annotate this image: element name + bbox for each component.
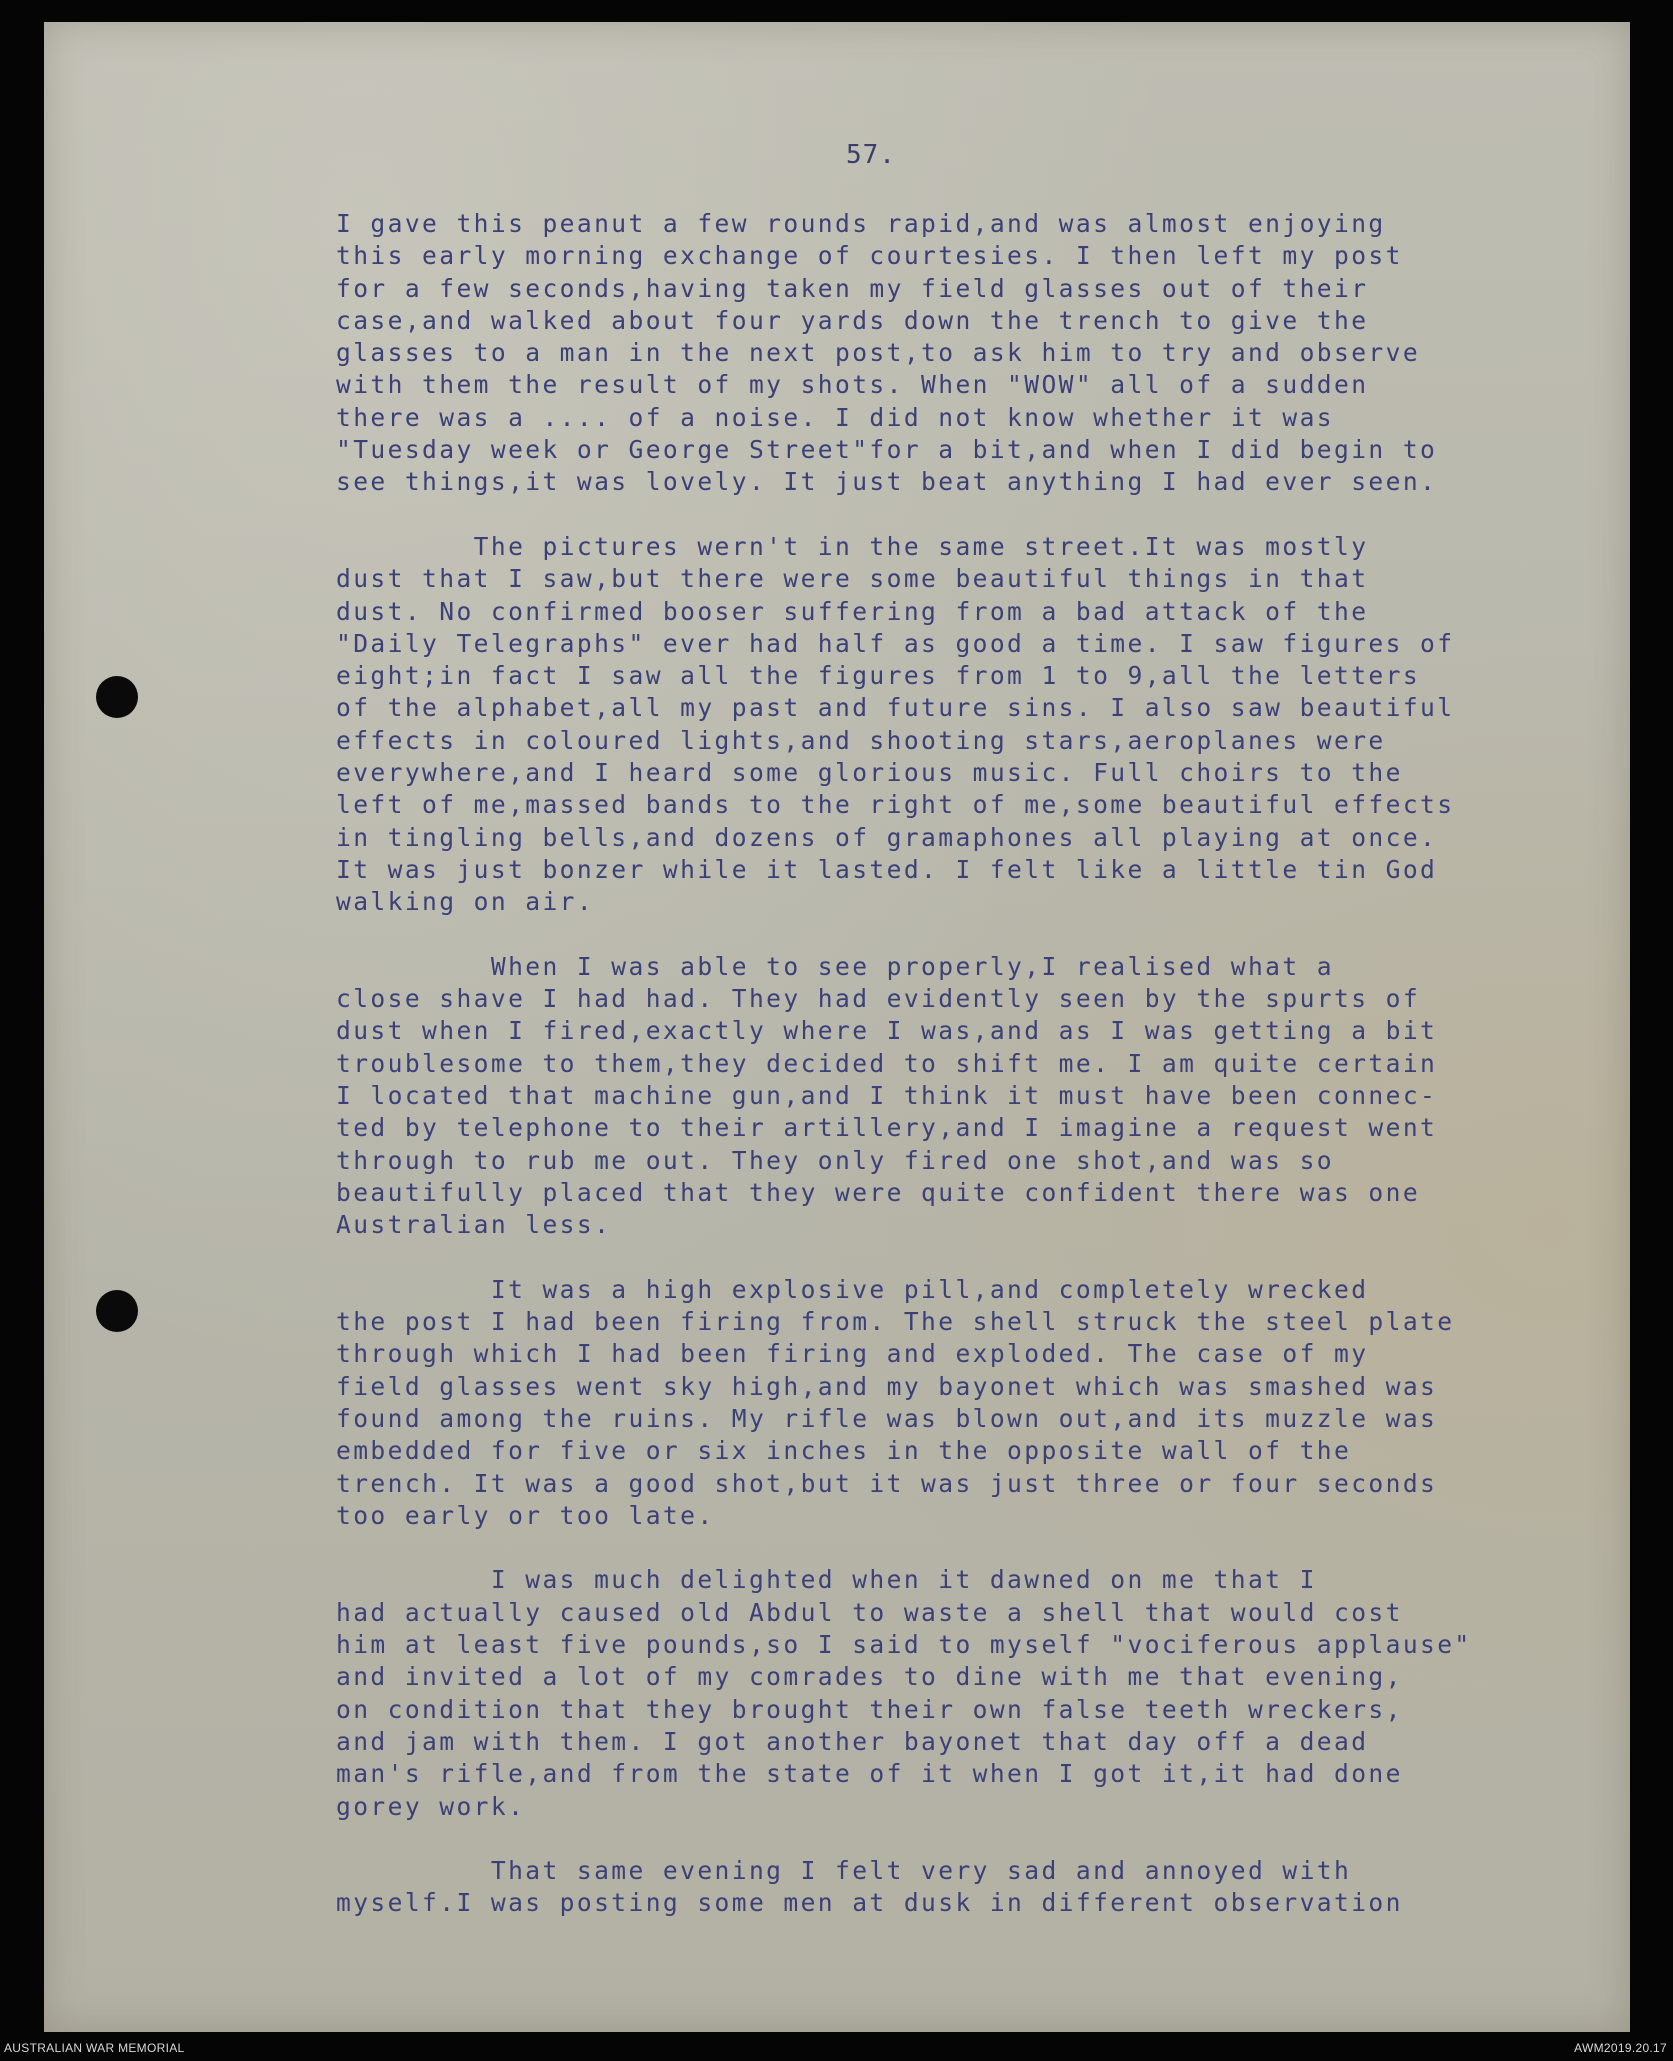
text-line: in tingling bells,and dozens of gramaphones all playing at once. xyxy=(336,822,1438,852)
text-line: "Tuesday week or George Street"for a bit,and when I did begin to xyxy=(336,435,1438,465)
text-line: The pictures wern't in the same street.It was mostly xyxy=(336,531,1369,561)
text-line: ted by telephone to their artillery,and I imagine a request went xyxy=(336,1113,1438,1143)
paragraph xyxy=(336,1274,1626,1532)
text-line: him at least five pounds,so I said to myself "vociferous applause" xyxy=(336,1630,1472,1660)
text-line: myself.I was posting some men at dusk in different observation xyxy=(336,1888,1403,1918)
text-line: with them the result of my shots. When "WOW" all of a sudden xyxy=(336,370,1369,400)
text-line: had actually caused old Abdul to waste a shell that would cost xyxy=(336,1597,1403,1627)
text-line: on condition that they brought their own false teeth wreckers, xyxy=(336,1694,1403,1724)
paragraph xyxy=(336,531,1626,919)
text-line: this early morning exchange of courtesies. I then left my post xyxy=(336,241,1403,271)
footer-accession-number: AWM2019.20.17 xyxy=(1574,2041,1667,2055)
text-line: Australian less. xyxy=(336,1210,612,1240)
text-line: there was a .... of a noise. I did not know whether it was xyxy=(336,402,1334,432)
punch-hole-lower xyxy=(96,1290,138,1332)
text-line: left of me,massed bands to the right of me,some beautiful effects xyxy=(336,790,1455,820)
text-line: beautifully placed that they were quite confident there was one xyxy=(336,1177,1421,1207)
text-line: everywhere,and I heard some glorious music. Full choirs to the xyxy=(336,758,1403,788)
text-line: the post I had been firing from. The shell struck the steel plate xyxy=(336,1307,1455,1337)
paragraph-gap xyxy=(336,919,1626,951)
text-line: through to rub me out. They only fired one shot,and was so xyxy=(336,1145,1334,1175)
text-line: embedded for five or six inches in the opposite wall of the xyxy=(336,1436,1352,1466)
text-line: effects in coloured lights,and shooting stars,aeroplanes were xyxy=(336,725,1386,755)
typed-body-text xyxy=(336,208,1626,1920)
text-line: That same evening I felt very sad and annoyed with xyxy=(336,1856,1352,1886)
text-line: dust that I saw,but there were some beautiful things in that xyxy=(336,564,1369,594)
paragraph-gap xyxy=(336,1532,1626,1564)
text-line: and jam with them. I got another bayonet that day off a dead xyxy=(336,1726,1369,1756)
text-line: trench. It was a good shot,but it was just three or four seconds xyxy=(336,1468,1438,1498)
text-line: see things,it was lovely. It just beat anything I had ever seen. xyxy=(336,467,1438,497)
text-line: eight;in fact I saw all the figures from 1 to 9,all the letters xyxy=(336,661,1421,691)
text-line: too early or too late. xyxy=(336,1500,715,1530)
text-line: I was much delighted when it dawned on me that I xyxy=(336,1565,1317,1595)
text-line: and invited a lot of my comrades to dine with me that evening, xyxy=(336,1662,1403,1692)
text-line: found among the ruins. My rifle was blown out,and its muzzle was xyxy=(336,1403,1438,1433)
text-line: gorey work. xyxy=(336,1791,526,1821)
text-line: It was just bonzer while it lasted. I felt like a little tin God xyxy=(336,854,1438,884)
text-line: field glasses went sky high,and my bayonet which was smashed was xyxy=(336,1371,1438,1401)
text-line: troublesome to them,they decided to shift me. I am quite certain xyxy=(336,1048,1438,1078)
text-line: case,and walked about four yards down the trench to give the xyxy=(336,305,1369,335)
text-line: for a few seconds,having taken my field glasses out of their xyxy=(336,273,1369,303)
paragraph-gap xyxy=(336,1823,1626,1855)
text-line: dust. No confirmed booser suffering from a bad attack of the xyxy=(336,596,1369,626)
text-line: When I was able to see properly,I realised what a xyxy=(336,951,1334,981)
footer-institution: AUSTRALIAN WAR MEMORIAL xyxy=(4,2041,185,2055)
paragraph xyxy=(336,1564,1626,1822)
paragraph xyxy=(336,208,1626,499)
paragraph xyxy=(336,1855,1626,1920)
paragraph xyxy=(336,951,1626,1242)
text-line: man's rifle,and from the state of it when I got it,it had done xyxy=(336,1759,1403,1789)
text-line: "Daily Telegraphs" ever had half as good a time. I saw figures of xyxy=(336,628,1455,658)
text-line: I located that machine gun,and I think it must have been connec- xyxy=(336,1081,1438,1111)
text-line: through which I had been firing and exploded. The case of my xyxy=(336,1339,1369,1369)
paragraph-gap xyxy=(336,1242,1626,1274)
text-line: walking on air. xyxy=(336,887,595,917)
paragraph-gap xyxy=(336,499,1626,531)
text-line: glasses to a man in the next post,to ask him to try and observe xyxy=(336,338,1421,368)
text-line: of the alphabet,all my past and future sins. I also saw beautiful xyxy=(336,693,1455,723)
text-line: I gave this peanut a few rounds rapid,and was almost enjoying xyxy=(336,209,1386,238)
punch-hole-upper xyxy=(96,676,138,718)
text-line: close shave I had had. They had evidently seen by the spurts of xyxy=(336,984,1421,1014)
text-line: It was a high explosive pill,and completely wrecked xyxy=(336,1274,1369,1304)
text-line: dust when I fired,exactly where I was,and as I was getting a bit xyxy=(336,1016,1438,1046)
page-number: 57. xyxy=(846,140,896,170)
